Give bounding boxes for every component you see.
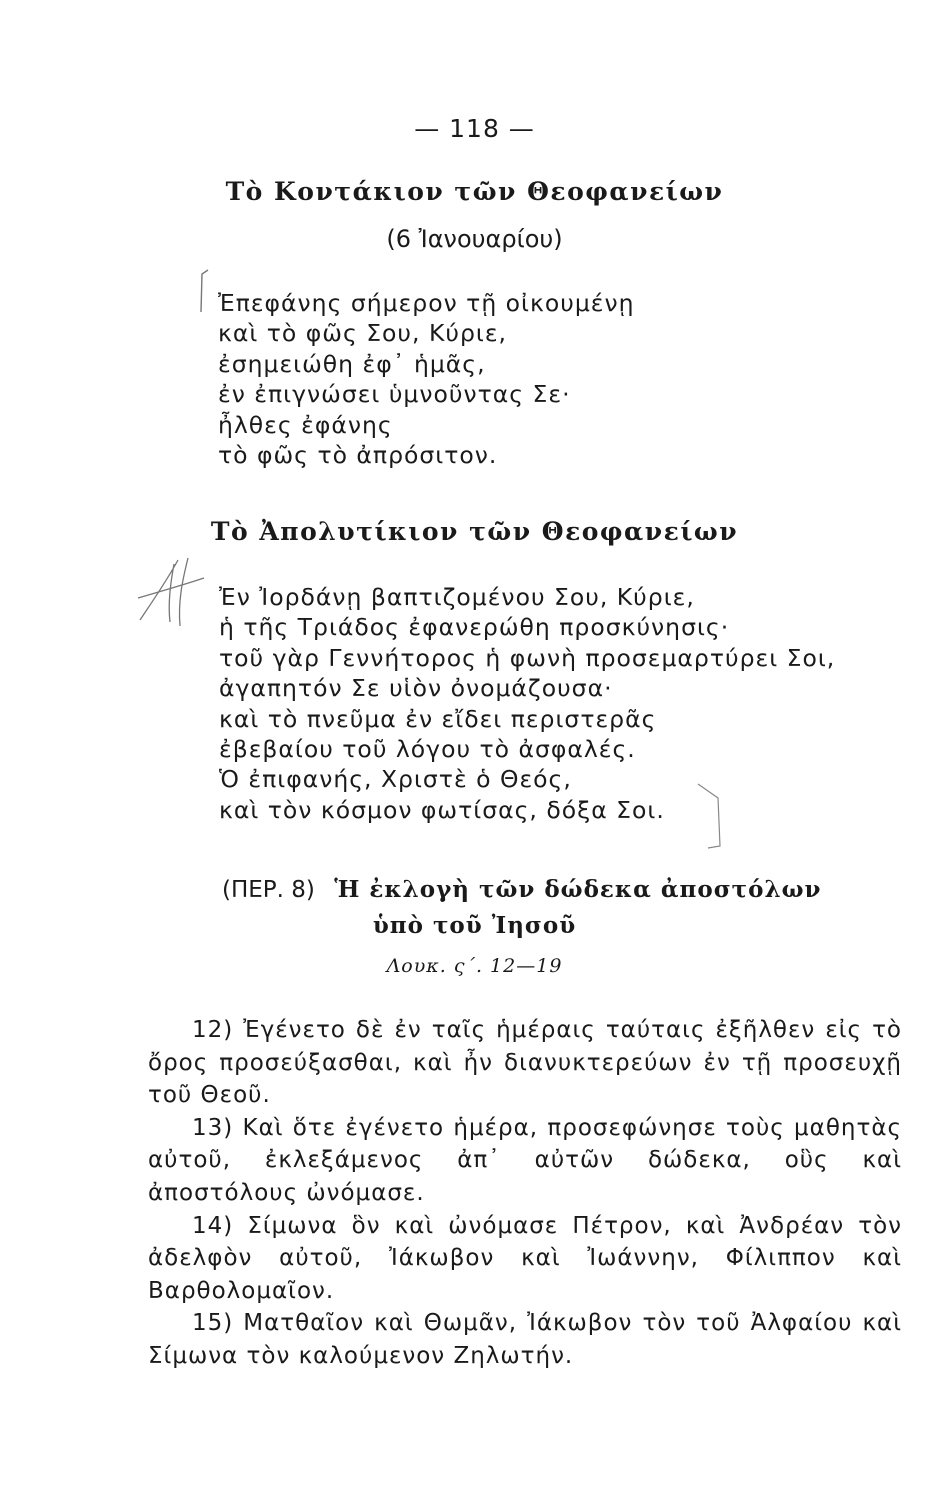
- hymn-line: ἀγαπητόν Σε υἱὸν ὀνομάζουσα·: [219, 674, 613, 703]
- hymn-line: Ὁ ἐπιφανής, Χριστὲ ὁ Θεός,: [219, 765, 572, 794]
- verse-paragraph: 15) Ματθαῖον καὶ Θωμᾶν, Ἰάκωβον τὸν τοῦ Ἀλφαίου καὶ Σίμωνα τὸν καλούμενον Ζηλωτήν.: [148, 1310, 902, 1369]
- hymn-line: ἡ τῆς Τριάδος ἐφανερώθη προσκύνησις·: [219, 613, 730, 642]
- apolytikion-title: Τὸ Ἀπολυτίκιον τῶν Θεοφανείων: [210, 517, 739, 546]
- hymn-line: ἐσημειώθη ἐφ᾽ ἡμᾶς,: [218, 349, 486, 378]
- hymn-line: τὸ φῶς τὸ ἀπρόσιτον.: [218, 441, 498, 470]
- pericope-title: Ἡ ἐκλογὴ τῶν δώδεκα ἀποστόλων: [334, 876, 822, 903]
- kontakion-text: [218, 288, 635, 470]
- verse-paragraph: 12) Ἐγένετο δὲ ἐν ταῖς ἡμέραις ταύταις ἐξῆλθεν εἰς τὸ ὄρος προσεύξασθαι, καὶ ἦν διανυκτερεύων ἐν τῇ προσευχῇ τοῦ Θεοῦ.: [148, 1017, 902, 1109]
- kontakion-date: (6 Ἰανουαρίου): [386, 225, 563, 253]
- verse-paragraph: 13) Καὶ ὅτε ἐγένετο ἡμέρα, προσεφώνησε τοὺς μαθητὰς αὐτοῦ, ἐκλεξάμενος ἀπ᾽ αὐτῶν δώδεκα, οὓς καὶ ἀποστόλους ὠνόμασε.: [148, 1114, 902, 1206]
- apolytikion-text: [219, 582, 835, 825]
- hymn-line: Ἐπεφάνης σήμερον τῇ οἰκουμένῃ: [218, 289, 635, 317]
- page-number: — 118 —: [414, 114, 535, 143]
- pericope-heading: [222, 876, 821, 903]
- hymn-line: καὶ τὸν κόσμον φωτίσας, δόξα Σοι.: [219, 795, 665, 824]
- verse-paragraph: 14) Σίμωνα ὃν καὶ ὠνόμασε Πέτρον, καὶ Ἀνδρέαν τὸν ἀδελφὸν αὐτοῦ, Ἰάκωβον καὶ Ἰωάννην, Φίλιππον καὶ Βαρθολομαῖον.: [148, 1212, 902, 1304]
- hymn-line: ἐν ἐπιγνώσει ὑμνοῦντας Σε·: [218, 380, 571, 409]
- hymn-line: καὶ τὸ πνεῦμα ἐν εἴδει περιστερᾶς: [219, 704, 657, 733]
- kontakion-title: Τὸ Κοντάκιον τῶν Θεοφανείων: [225, 177, 724, 206]
- pericope-label: (ΠΕΡ. 8): [222, 877, 315, 903]
- hymn-line: ἐβεβαίου τοῦ λόγου τὸ ἀσφαλές.: [219, 735, 636, 764]
- pencil-bracket-mark: [694, 780, 728, 850]
- hymn-line: τοῦ γὰρ Γεννήτορος ἡ φωνὴ προσεμαρτύρει Σοι,: [219, 643, 836, 672]
- hymn-line: καὶ τὸ φῶς Σου, Κύριε,: [218, 319, 508, 348]
- handwritten-star-mark: [130, 552, 210, 632]
- pencil-bracket-mark: [196, 268, 212, 314]
- scripture-reference: Λουκ. ς΄. 12—19: [386, 955, 563, 977]
- pericope-subtitle: ὑπὸ τοῦ Ἰησοῦ: [372, 912, 577, 939]
- hymn-line: ἦλθες ἐφάνης: [218, 410, 393, 439]
- hymn-line: Ἐν Ἰορδάνῃ βαπτιζομένου Σου, Κύριε,: [219, 583, 695, 611]
- gospel-reading: [148, 1014, 902, 1373]
